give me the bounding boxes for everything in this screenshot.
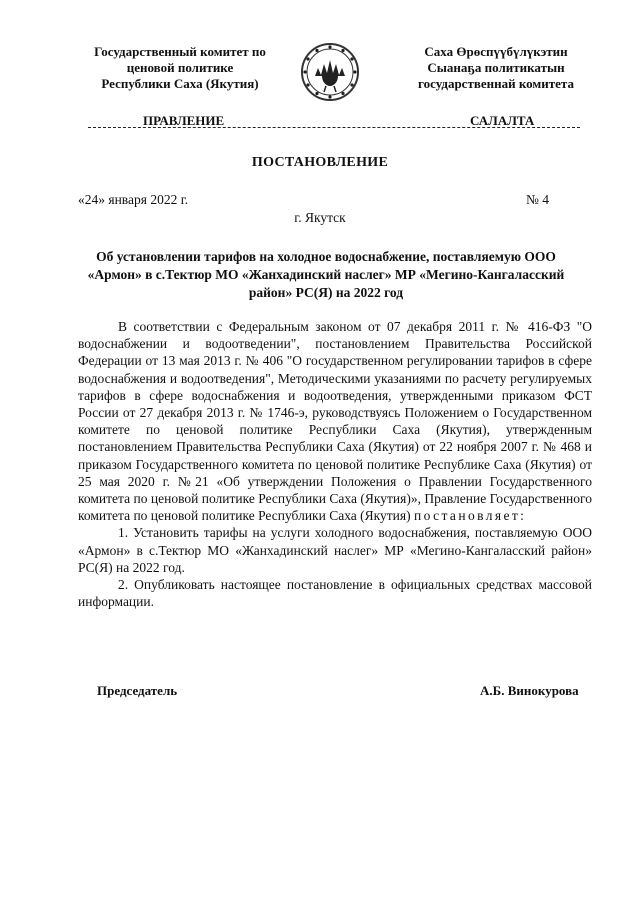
preamble-text: В соответствии с Федеральным законом от 07 декабря 2011 г. № 416-ФЗ "О водоснабжении и водоотведении", постановлением Правительства Российской Федерации от 13 мая 2013 г. № 406 "О государственном регулировании тарифов в сфере водоснабжения и водоотведения", Методическими указаниями по расчету регулируемых тарифов в сфере водоснабжения и водоотведения, утвержденными приказом ФСТ России от 27 декабря 2013 г. № 1746-э, руководствуясь Положением о Государственном комитете по ценовой политике Республики Саха (Якутия), утвержденным постановлением Правительства Республики Саха (Якутия) от 22 ноября 2007 г. № 468 и приказом Государственного комитета по ценовой политике Республике Саха (Якутия) от 25 мая 2020 г. №21 «Об утверждении Положения о Правлении Государственного комитета по ценовой политике Республики Саха (Якутия)», Правление Государственного комитета по ценовой политике Республики Саха (Якутия) — [78, 319, 592, 524]
header-left-subtitle: ПРАВЛЕНИЕ — [143, 113, 225, 128]
signatory-position: Председатель — [97, 683, 178, 698]
document-body — [78, 318, 592, 610]
document-date: «24» января 2022 г. — [78, 192, 189, 207]
decree-word: постановляет: — [413, 508, 527, 524]
item-2-paragraph: 2. Опубликовать настоящее постановление в официальных средствах массовой информации. — [78, 577, 592, 610]
header-right-line-2: Сыанаҕа политикатын — [427, 60, 565, 75]
item-1-paragraph: 1. Установить тарифы на услуги холодного водоснабжения, поставляемую ООО «Армон» в с.Тектюр МО «Жанхадинский наслег» МР «Мегино-Кангаласский район» РС(Я) на 2022 год. — [78, 525, 592, 575]
preamble-paragraph — [78, 318, 592, 524]
header-right-subtitle: САЛАЛТА — [470, 113, 535, 128]
header-right-line-1: Саха Өрөспүүбүлүкэтин — [424, 44, 568, 59]
document-title: ПОСТАНОВЛЕНИЕ — [251, 155, 389, 170]
document-subject: Об установлении тарифов на холодное водоснабжение, поставляемую ООО «Армон» в с.Тектюр МО «Жанхадинский наслег» МР «Мегино-Кангаласский район» РС(Я) на 2022 год — [87, 249, 565, 300]
header-left-line-3: Республики Саха (Якутия) — [101, 76, 259, 91]
header-left-org — [70, 44, 290, 92]
document-city: г. Якутск — [294, 210, 346, 225]
header-divider — [88, 127, 580, 128]
header-right-line-3: государственнай комитета — [418, 76, 574, 91]
header-left-line-2: ценовой политике — [126, 60, 234, 75]
header-left-line-1: Государственный комитет по — [94, 44, 266, 59]
yakutia-coat-of-arms-icon — [300, 42, 360, 102]
signatory-name: А.Б. Винокурова — [480, 683, 579, 698]
header-right-org — [396, 44, 596, 92]
document-number: № 4 — [526, 192, 550, 207]
